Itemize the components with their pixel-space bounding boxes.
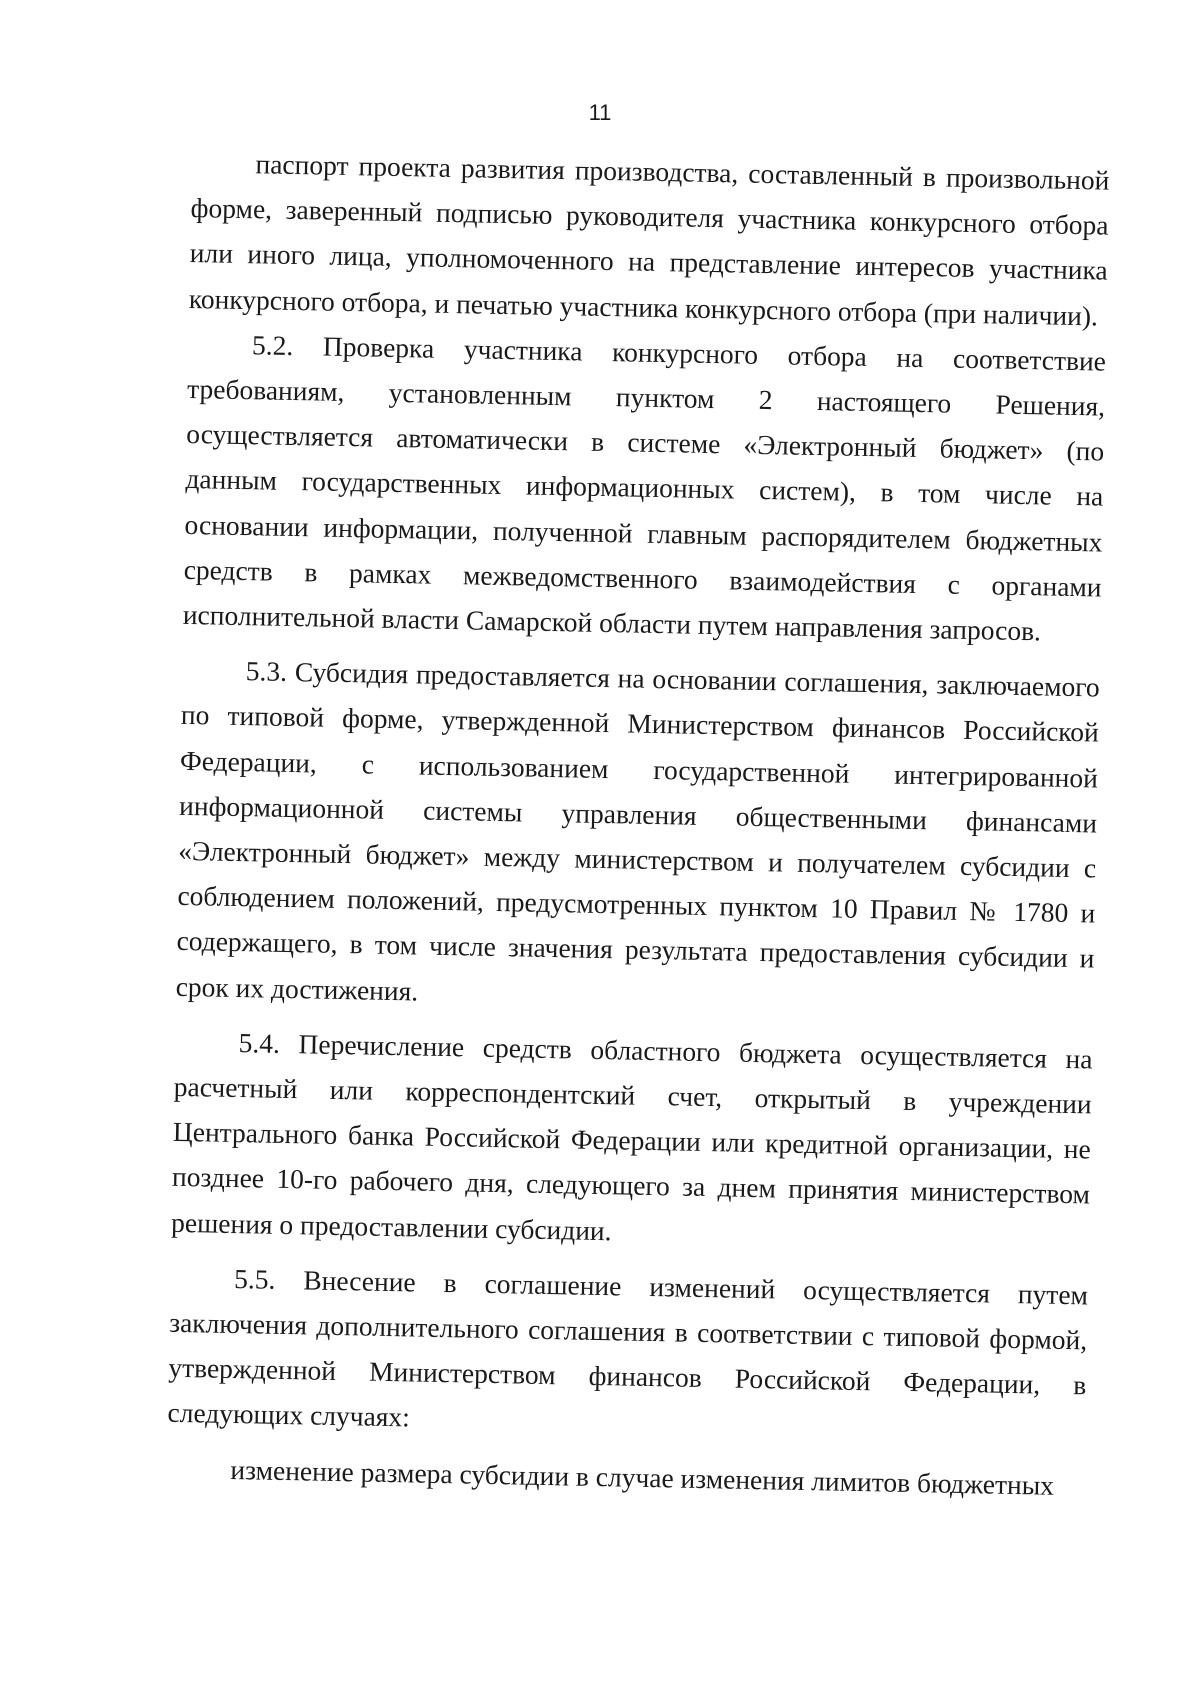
paragraph-subsidy-change: изменение размера субсидии в случае изменения лимитов бюджетных <box>230 1453 1055 1501</box>
paragraph-5-3: 5.3. Субсидия предоставляется на основании соглашения, заключаемого по типовой форме, утвержденной Министерством финансов Российской Федерации, с использованием государственной интегрированной информационной системы управления общественными финансами «Электронный бюджет» между министерством и получателем субсидии с соблюдением положений, предусмотренных пунктом 10 Правил № 1780 и содержащего, в том числе значения результата предоставления субсидии и срок их достижения. <box>175 655 1100 1007</box>
paragraph-5-2: 5.2. Проверка участника конкурсного отбора на соответствие требованиям, установленным пунктом 2 настоящего Решения, осуществляется автоматически в системе «Электронный бюджет» (по данным государственных информационных систем), в том числе на основании информации, полученной главным распорядителем бюджетных средств в рамках межведомственного взаимодействия с органами исполнительной власти Самарской области путем направления запросов. <box>182 329 1107 647</box>
paragraph-5-5: 5.5. Внесение в соглашение изменений осуществляется путем заключения дополнительного соглашения в соответствии с типовой формой, утвержденной Министерством финансов Российской Федерации, в следующих случаях: <box>167 1262 1089 1433</box>
document-body <box>166 140 1110 1508</box>
paragraph-5-4: 5.4. Перечисление средств областного бюджета осуществляется на расчетный или корреспондентский счет, открытый в учреждении Центрального банка Российской Федерации или кредитной организации, не позднее 10-го рабочего дня, следующего за днем принятия министерством решения о предоставлении субсидии. <box>170 1026 1093 1246</box>
page-number: 11 <box>588 100 612 125</box>
paragraph-passport: паспорт проекта развития производства, составленный в произвольной форме, заверенный подписью руководителя участника конкурсного отбора или иного лица, уполномоченного на представление интересов участника конкурсного отбора, и печатью участника конкурсного отбора (при наличии). <box>188 148 1110 332</box>
